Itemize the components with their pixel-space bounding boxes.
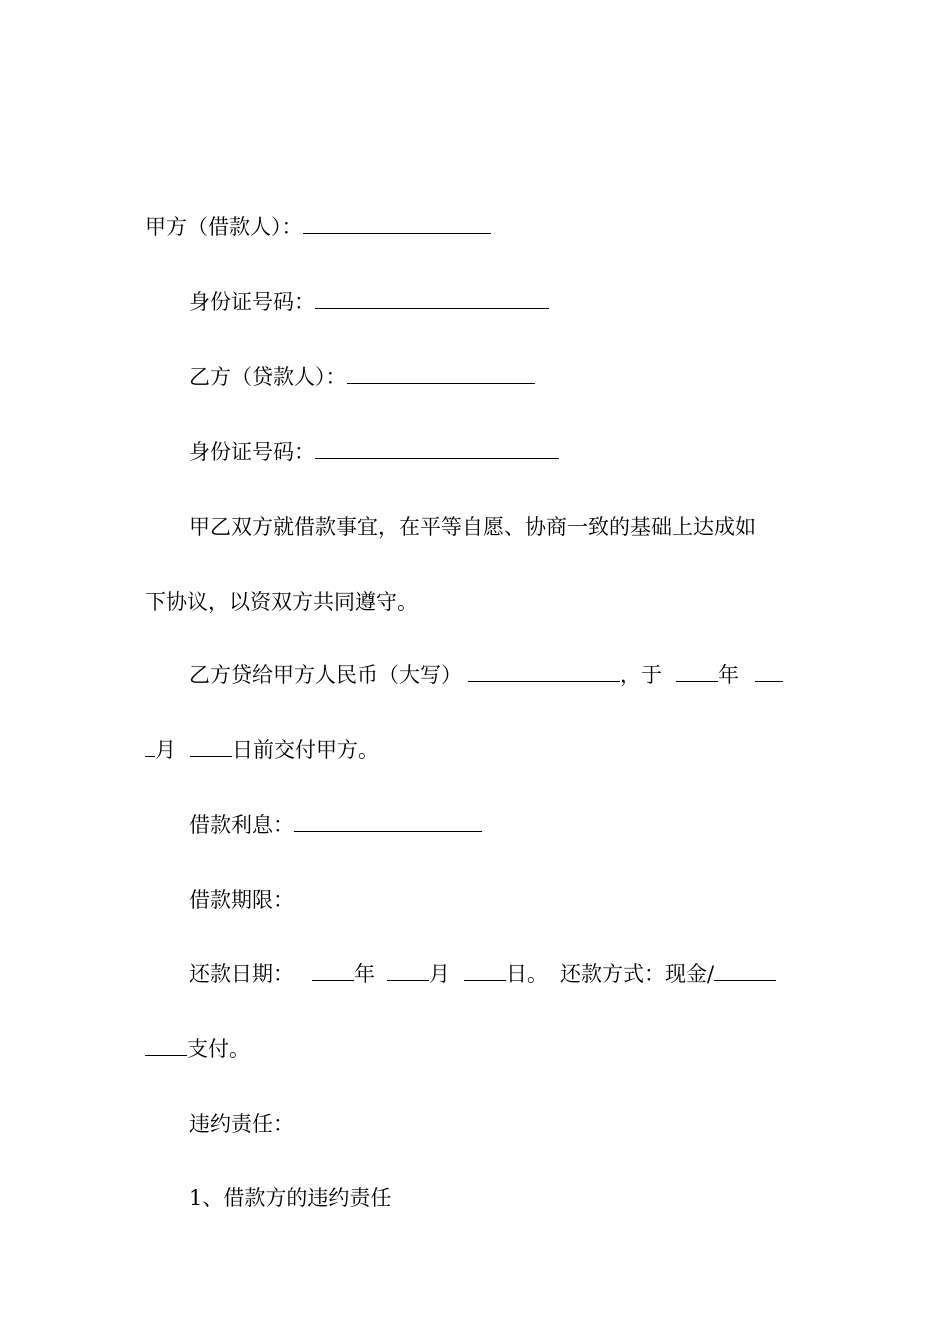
loan-amount-suffix: 日前交付甲方。 [232,738,379,762]
repay-method-blank-part-2 [145,1034,187,1056]
repay-month-blank [387,959,429,981]
intro-text-1: 甲乙双方就借款事宜，在平等自愿、协商一致的基础上达成如 [189,515,756,539]
repay-year-blank [312,959,354,981]
interest-blank [294,810,482,832]
party-a-blank [303,212,491,234]
repay-year-label: 年 [354,962,375,986]
loan-month-label: 月 [155,738,176,762]
loan-year-blank [676,660,718,682]
term-line [145,885,849,915]
party-a-label: 甲方（借款人）： [145,215,303,239]
party-b-label: 乙方（贷款人）： [189,365,347,389]
repay-day-blank [464,959,506,981]
interest-label: 借款利息： [189,813,294,837]
repay-day-label: 日。 [506,962,548,986]
breach-line [145,1109,849,1139]
loan-date-line [145,735,805,765]
breach-heading: 违约责任： [189,1112,294,1136]
breach-item-1: 1、借款方的违约责任 [189,1186,392,1210]
breach-item-1-line [145,1183,849,1213]
id-a-label: 身份证号码： [189,290,315,314]
loan-year-label: 年 [718,663,739,687]
party-a-line [145,212,805,242]
interest-line [145,810,849,840]
loan-month-blank-part-2 [145,735,155,757]
id-a-blank [315,287,549,309]
party-b-line [145,362,849,392]
loan-month-blank-part-1 [755,660,783,682]
id-b-label: 身份证号码： [189,440,315,464]
loan-amount-line [145,660,849,690]
repay-line [145,959,849,989]
intro-line-1 [145,512,849,542]
pay-suffix: 支付。 [187,1037,250,1061]
repay-date-label: 还款日期： [189,962,294,986]
id-a-line [145,287,849,317]
term-label: 借款期限： [189,888,294,912]
repay-month-label: 月 [429,962,450,986]
loan-day-blank [190,735,232,757]
loan-amount-mid: ，于 [620,663,662,687]
id-b-line [145,437,849,467]
pay-line [145,1034,805,1064]
party-b-blank [347,362,535,384]
repay-method-blank-part-1 [714,959,776,981]
intro-text-2: 下协议，以资双方共同遵守。 [145,590,418,614]
id-b-blank [315,437,559,459]
repay-method-label: 还款方式：现金/ [560,962,715,986]
intro-line-2 [145,587,805,617]
loan-amount-blank [468,660,620,682]
loan-amount-prefix: 乙方贷给甲方人民币（大写） [189,663,462,687]
